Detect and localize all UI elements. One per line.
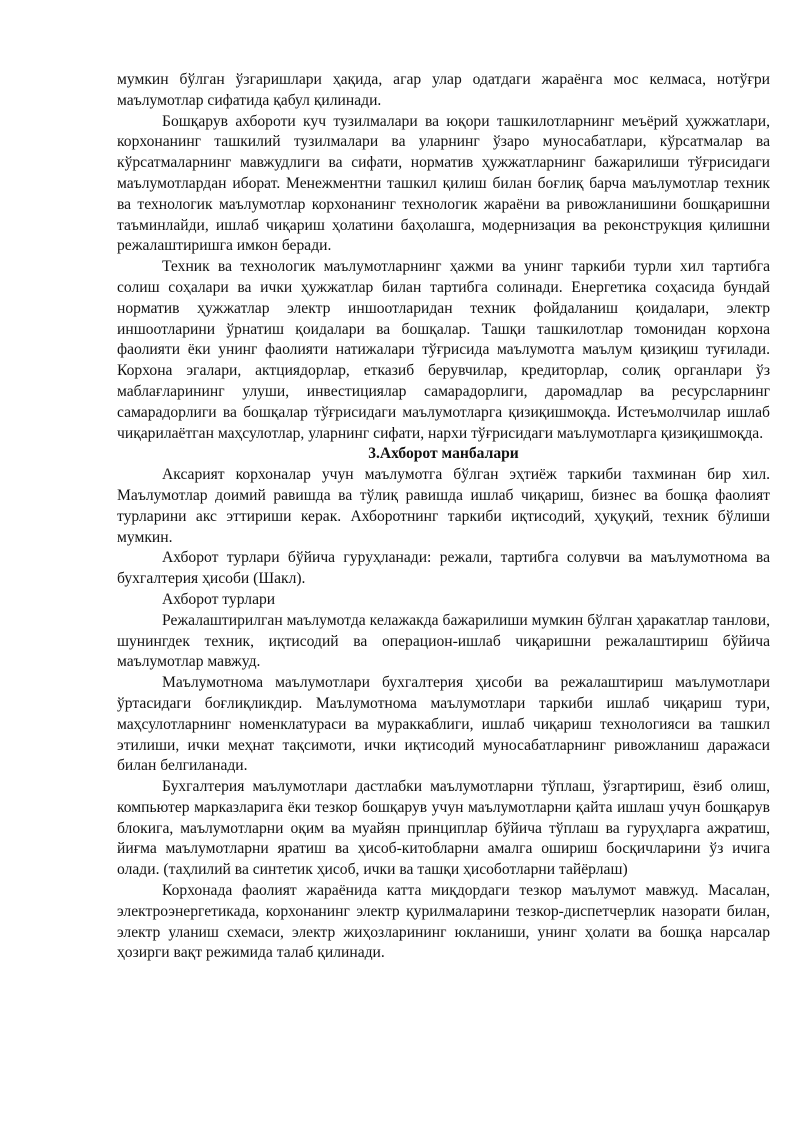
document-page (117, 70, 770, 964)
paragraph-reference-data: Маълумотнома маълумотлари бухгалтерия ҳисоби ва режалаштириш маълумотлари ўртасидаги боғлиқликдир. Маълумотнома маълумотлари таркиби ишлаб чиқариш тури, маҳсулотларнинг номенклатураси ва мураккаблиги, ишлаб чиқариш технологияси ва ташкил этилиши, ички меҳнат тақсимоти, ички иқтисодий муносабатларнинг ривожланиш даражаси билан белгиланади. (117, 674, 770, 775)
paragraph-management-info: Бошқарув ахбороти куч тузилмалари ва юқори ташкилотларнинг меъёрий ҳужжатлари, корхонанинг ташкилий тузилмалари ва уларнинг ўзаро муносабатлари, кўрсатмалар ва кўрсатмаларнинг мавжудлиги ва сифати, норматив ҳужжатларнинг бажарилиши тўғрисидаги маълумотлардан иборат. Менежментни ташкил қилиш билан боғлиқ барча маълумотлар техник ва технологик маълумотлар корхонанинг технологик жараёни ва ривожланишини бошқаришни таъминлайди, ишлаб чиқариш ҳолатини баҳолашга, модернизация ва реконструкция қилишни режалаштиришга имкон беради. (117, 112, 770, 255)
paragraph-information-grouping: Ахборот турлари бўйича гуруҳланади: режали, тартибга солувчи ва маълумотнома ва бухгалтерия ҳисоби (Шакл). (117, 549, 770, 588)
paragraph-accounting-data: Бухгалтерия маълумотлари дастлабки маълумотларни тўплаш, ўзгартириш, ёзиб олиш, компьютер марказларига ёки тезкор бошқарув учун маълумотларни қайта ишлаш учун бошқарув блокига, маълумотларни оқим ва муайян принциплар бўйича тўплаш ва гуруҳларга ажратиш, йиғма маълумотларни яратиш ва ҳисоб-китобларни амалга ошириш босқичларини ўз ичига олади. (таҳлилий ва синтетик ҳисоб, ички ва ташқи ҳисоботларни тайёрлаш) (117, 778, 770, 879)
section-heading: 3.Ахборот манбалари (368, 445, 519, 463)
paragraph-technical-info: Техник ва технологик маълумотларнинг ҳажми ва унинг таркиби турли хил тартибга солиш соҳалари ва ички ҳужжатлар билан тартибга солинади. Енергетика соҳасида бундай норматив ҳужжатлар электр иншоотларидан техник фойдаланиш қоидалари, электр иншоотларини ўрнатиш қоидалари ва бошқалар. Ташқи ташкилотлар томонидан корхона фаолияти ёки унинг фаолияти натижалари тўғрисида маълумотга маълум қизиқиш туғилади. Корхона эгалари, актциядорлар, етказиб берувчилар, кредиторлар, солиқ органлари ўз маблағларининг улуши, инвестициялар самарадорлиги, даромадлар ва ресурсларнинг самарадорлиги ва бошқалар тўғрисидаги маълумотларга қизиқишмоқда. Истеъмолчилар ишлаб чиқарилаётган маҳсулотлар, уларнинг сифати, нархи тўғрисидаги маълумотларга қизиқишмоқда. (117, 258, 770, 442)
paragraph-continuation: мумкин бўлган ўзгаришлари ҳақида, агар улар одатдаги жараёнга мос келмаса, нотўғри маълумотлар сифатида қабул қилинади. (117, 71, 770, 109)
paragraph-information-needs: Аксарият корхоналар учун маълумотга бўлган эҳтиёж таркиби тахминан бир хил. Маълумотлар доимий равишда ва тўлиқ равишда ишлаб чиқариш, бизнес ва бошқа фаолият турларини акс эттириши керак. Ахборотнинг таркиби иқтисодий, ҳуқуқий, техник бўлиши мумкин. (117, 466, 770, 546)
paragraph-planned-data: Режалаштирилган маълумотда келажакда бажарилиши мумкин бўлган ҳаракатлар танлови, шунингдек техник, иқтисодий ва операцион-ишлаб чиқаришни режалаштириш бўйича маълумотлар мавжуд. (117, 611, 770, 671)
paragraph-information-types: Ахборот турлари (162, 590, 276, 608)
paragraph-operational-data: Корхонада фаолият жараёнида катта миқдордаги тезкор маълумот мавжуд. Масалан, электроэнергетикада, корхонанинг электр қурилмаларини тезкор-диспетчерлик назорати билан, электр уланиш схемаси, электр жиҳозларининг юкланиши, унинг ҳолати ва бошқа нарсалар ҳозирги вақт режимида талаб қилинади. (117, 882, 770, 962)
